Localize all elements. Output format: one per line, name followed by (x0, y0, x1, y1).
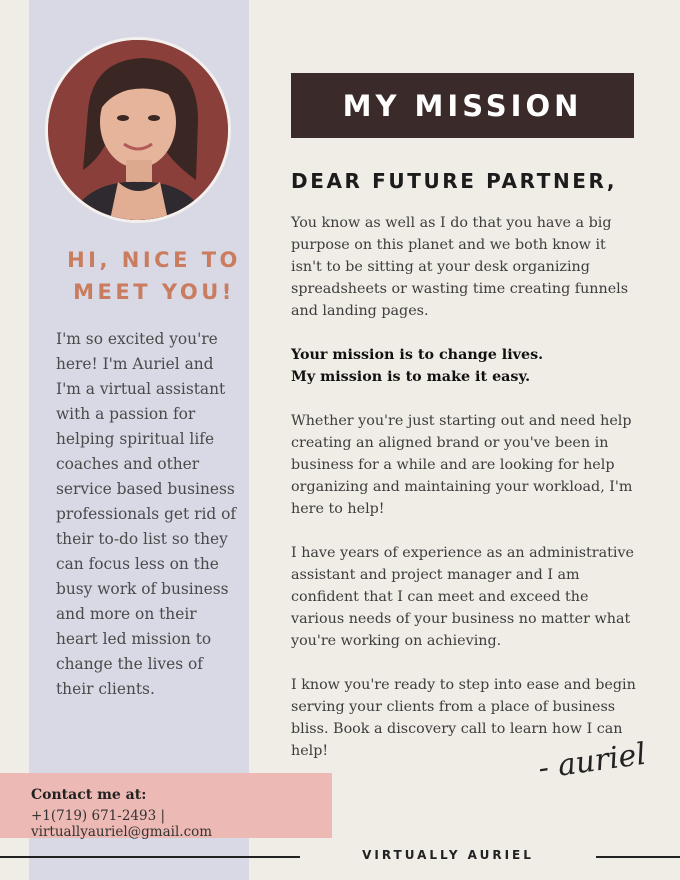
paragraph-experience: I have years of experience as an administrative assistant and project manager and I am confident that I can meet and exceed the various needs of your business no matter what you're working on achieving. (291, 545, 635, 649)
mission-line-yours: Your mission is to change lives. (291, 347, 544, 363)
salutation-heading: DEAR FUTURE PARTNER, (291, 169, 618, 193)
contact-box (0, 773, 332, 838)
mission-line-mine: My mission is to make it easy. (291, 369, 531, 385)
footer-rule-left (0, 856, 300, 858)
paragraph-call-to-action: I know you're ready to step into ease and begin serving your clients from a place of business bliss. Book a discovery call to learn how I can help! (291, 677, 636, 759)
contact-label: Contact me at: (31, 787, 147, 803)
greeting-heading: HI, NICE TO MEET YOU! (67, 248, 241, 304)
footer-rule-right (596, 856, 680, 858)
profile-photo (45, 37, 231, 223)
portrait-illustration (48, 40, 228, 220)
bio-text: I'm so excited you're here! I'm Auriel and I'm a virtual assistant with a passion for helping spiritual life coaches and other service based business professionals get rid of their to-do list so they can focus less on the busy work of business and more on their heart led mission to change the lives of their clients. (56, 330, 237, 698)
letter-body (291, 212, 637, 784)
contact-info[interactable]: +1(719) 671-2493 | virtuallyauriel@gmail.com (31, 808, 213, 840)
page-title: MY MISSION (342, 88, 583, 123)
footer-brand: VIRTUALLY AURIEL (362, 848, 534, 862)
paragraph-purpose: You know as well as I do that you have a big purpose on this planet and we both know it isn't to be sitting at your desk organizing spreadsheets or wasting time creating funnels and landing pages. (291, 215, 629, 319)
signature: - auriel (536, 736, 649, 787)
title-banner (291, 73, 634, 138)
paragraph-help: Whether you're just starting out and need help creating an aligned brand or you've been in business for a while and are looking for help organizing and maintaining your workload, I'm here to help! (291, 413, 633, 517)
mission-statement (291, 344, 637, 388)
